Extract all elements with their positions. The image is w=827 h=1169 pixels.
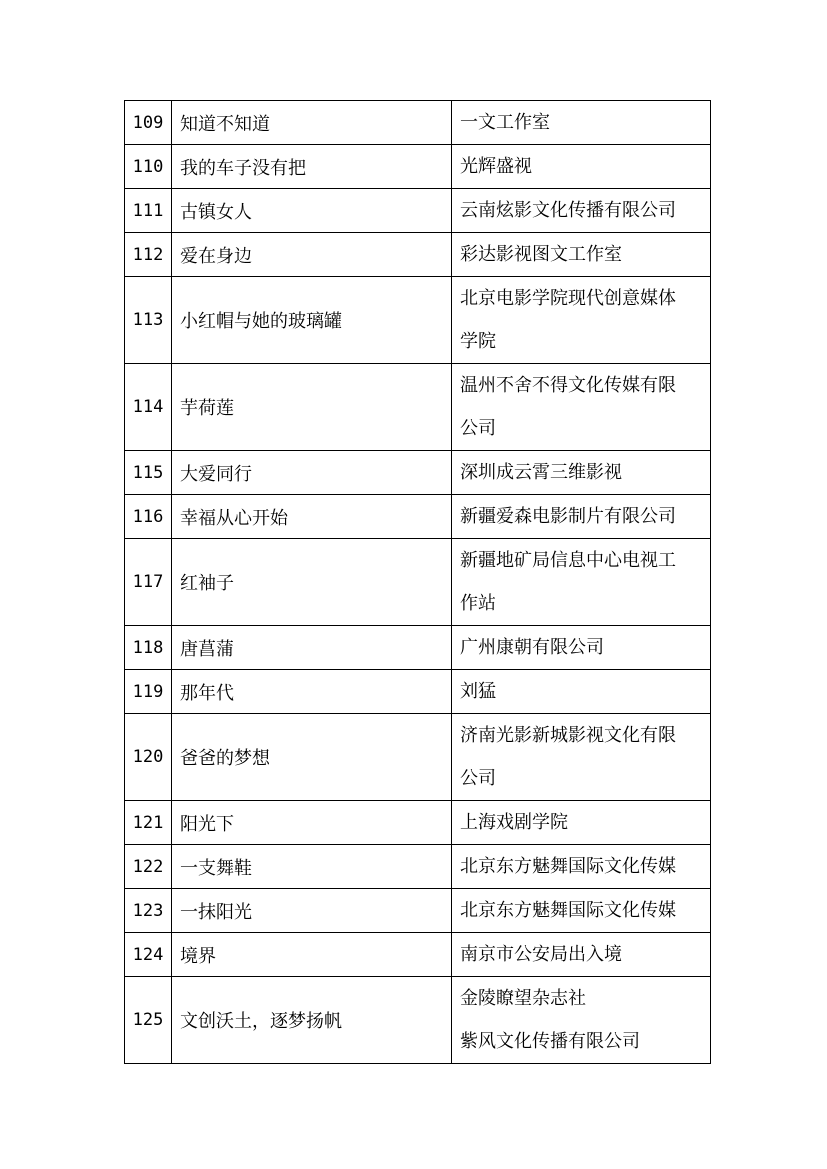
entry-number: 112 [125,233,172,277]
entry-title-cell [172,977,452,1064]
table-row [125,801,711,845]
entry-organization-line: 南京市公安局出入境 [460,944,622,965]
entry-number: 121 [125,801,172,845]
entry-title-cell [172,801,452,845]
entry-organization-line: 新疆爱森电影制片有限公司 [460,506,676,527]
entries-table-body [125,101,711,1064]
entry-organization-line: 刘猛 [460,681,496,702]
entry-title-cell [172,364,452,451]
entry-organization-line: 金陵瞭望杂志社 [460,988,586,1009]
entry-organization-cell [452,495,711,539]
entry-organization-line: 北京东方魅舞国际文化传媒 [460,900,676,921]
entry-organization-line: 彩达影视图文工作室 [460,244,622,265]
entry-title: 爱在身边 [180,245,252,267]
entry-number: 109 [125,101,172,145]
entry-number: 116 [125,495,172,539]
table-row [125,145,711,189]
entry-number: 111 [125,189,172,233]
entry-organization-cell [452,889,711,933]
entry-title-cell [172,495,452,539]
table-row [125,277,711,364]
table-row [125,977,711,1064]
entry-title-cell [172,626,452,670]
table-row [125,364,711,451]
entry-organization-line: 公司 [460,418,496,439]
entry-title: 幸福从心开始 [180,507,288,529]
entry-organization-line: 温州不舍不得文化传媒有限 [460,375,676,396]
entry-title: 爸爸的梦想 [180,748,270,769]
entry-organization-line: 北京电影学院现代创意媒体 [460,288,676,309]
entry-organization-cell [452,626,711,670]
table-row [125,933,711,977]
entry-organization-cell [452,714,711,801]
entry-organization-cell [452,233,711,277]
entry-title: 知道不知道 [180,113,270,135]
table-row [125,233,711,277]
table-row [125,495,711,539]
entry-title: 境界 [180,945,216,967]
table-row [125,189,711,233]
entry-organization-cell [452,451,711,495]
entry-title: 唐菖蒲 [180,638,234,660]
entry-title: 文创沃土，逐梦扬帆 [180,1011,342,1032]
entry-title-cell [172,539,452,626]
entry-organization-line: 公司 [460,768,496,789]
entry-number: 123 [125,889,172,933]
entry-number: 117 [125,539,172,626]
entry-number: 113 [125,277,172,364]
entry-organization-line: 学院 [460,331,496,352]
entry-title-cell [172,845,452,889]
entry-organization-line: 上海戏剧学院 [460,812,568,833]
entry-organization-line: 济南光影新城影视文化有限 [460,725,676,746]
entry-title: 古镇女人 [180,201,252,223]
entry-title: 大爱同行 [180,463,252,485]
entry-title: 小红帽与她的玻璃罐 [180,311,342,332]
entry-organization-line: 深圳成云霄三维影视 [460,462,622,483]
table-row [125,670,711,714]
entry-title-cell [172,101,452,145]
entry-title: 一抹阳光 [180,901,252,923]
entry-organization-cell [452,977,711,1064]
entry-number: 122 [125,845,172,889]
entry-title-cell [172,714,452,801]
entry-organization-cell [452,277,711,364]
entry-number: 114 [125,364,172,451]
entry-organization-cell [452,145,711,189]
entry-organization-cell [452,801,711,845]
entry-title-cell [172,933,452,977]
table-row [125,539,711,626]
entry-organization-cell [452,189,711,233]
entry-title-cell [172,189,452,233]
table-row [125,101,711,145]
entry-organization-line: 北京东方魅舞国际文化传媒 [460,856,676,877]
entry-organization-line: 紫风文化传播有限公司 [460,1031,640,1052]
entry-number: 110 [125,145,172,189]
entry-organization-cell [452,539,711,626]
entry-organization-line: 作站 [460,593,496,614]
entry-organization-cell [452,933,711,977]
entry-title: 红袖子 [180,573,234,594]
entry-number: 118 [125,626,172,670]
entry-number: 125 [125,977,172,1064]
entry-number: 119 [125,670,172,714]
table-row [125,889,711,933]
entry-title-cell [172,145,452,189]
entry-organization-line: 光辉盛视 [460,156,532,177]
entry-organization-cell [452,364,711,451]
entry-title-cell [172,670,452,714]
entry-organization-cell [452,845,711,889]
table-row [125,714,711,801]
entry-organization-line: 云南炫影文化传播有限公司 [460,200,676,221]
entry-number: 115 [125,451,172,495]
entry-title-cell [172,451,452,495]
entries-table [124,100,711,1064]
entry-title: 那年代 [180,682,234,704]
entry-organization-cell [452,101,711,145]
table-row [125,845,711,889]
entry-number: 120 [125,714,172,801]
entry-number: 124 [125,933,172,977]
entry-title-cell [172,277,452,364]
entry-organization-line: 一文工作室 [460,112,550,133]
entry-organization-line: 新疆地矿局信息中心电视工 [460,550,676,571]
entry-title-cell [172,233,452,277]
table-row [125,451,711,495]
entry-organization-cell [452,670,711,714]
entry-organization-line: 广州康朝有限公司 [460,637,604,658]
entry-title: 我的车子没有把 [180,157,306,179]
table-row [125,626,711,670]
entry-title: 芋荷莲 [180,398,234,419]
entry-title: 阳光下 [180,813,234,835]
entry-title-cell [172,889,452,933]
entry-title: 一支舞鞋 [180,857,252,879]
